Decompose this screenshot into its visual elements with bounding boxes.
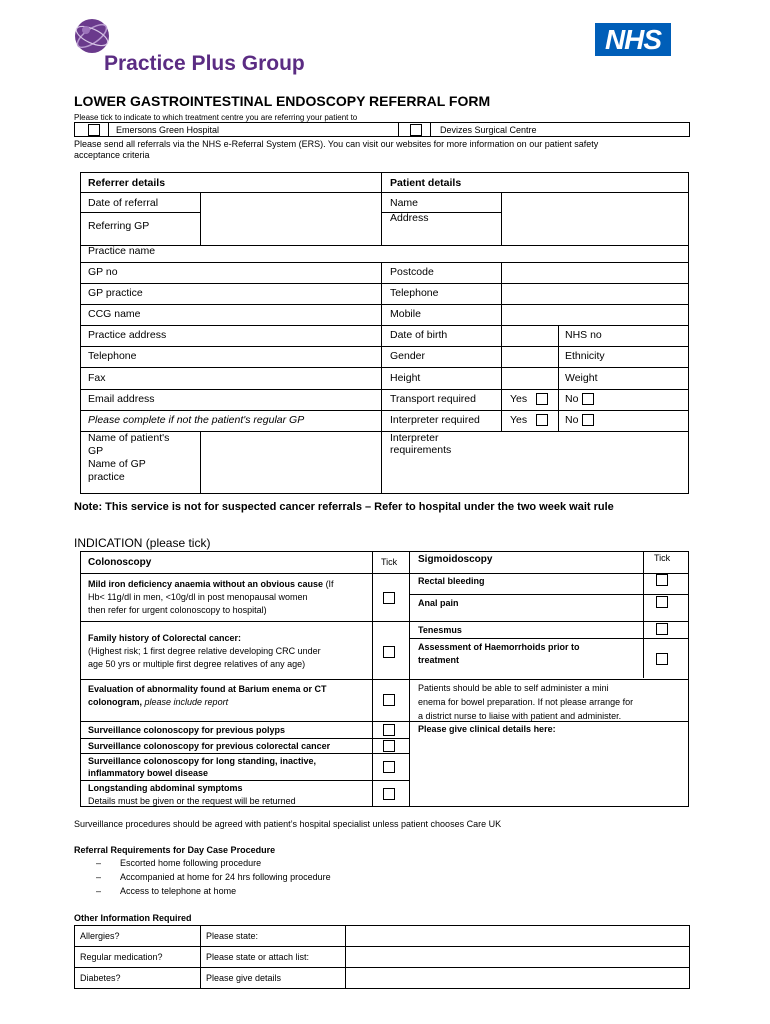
medication-prompt: Please state or attach list:	[206, 952, 310, 962]
patients-gp-label-1: Name of patient's	[88, 432, 170, 444]
surv-ibd-line-1: Surveillance colonoscopy for long standing, inactive,	[88, 756, 317, 766]
weight-label: Weight	[565, 372, 598, 384]
height-label: Height	[390, 372, 421, 384]
fax-label: Fax	[88, 372, 106, 384]
centre-1-label: Emersons Green Hospital	[116, 125, 220, 135]
enema-line-1: Patients should be able to self administer a mini	[418, 683, 609, 693]
haem-line-2: treatment	[418, 655, 460, 665]
day-case-item-1: Escorted home following procedure	[120, 858, 262, 868]
gp-practice-name-label-2: practice	[88, 471, 125, 483]
anal-label: Anal pain	[418, 598, 459, 608]
day-case-item-3: Access to telephone at home	[120, 886, 237, 896]
patients-gp-label-2: GP	[88, 445, 104, 457]
org-name: Practice Plus Group	[104, 52, 305, 75]
ethnicity-label: Ethnicity	[565, 350, 605, 362]
iron-line-1: Mild iron deficiency anaemia without an obvious cause (If	[88, 579, 334, 589]
iron-checkbox[interactable]	[383, 592, 395, 604]
family-checkbox[interactable]	[383, 646, 395, 658]
gp-practice-name-label-1: Name of GP	[88, 458, 146, 470]
referring-gp-label: Referring GP	[88, 220, 150, 232]
gp-practice-label: GP practice	[88, 287, 143, 299]
colonoscopy-tick-heading: Tick	[381, 557, 398, 567]
referrer-heading: Referrer details	[88, 177, 166, 189]
day-case-heading: Referral Requirements for Day Case Procedure	[74, 845, 276, 855]
family-line-3: age 50 yrs or multiple first degree relatives of any age)	[88, 659, 306, 669]
eval-checkbox[interactable]	[383, 694, 395, 706]
interpreter-yes-label: Yes	[510, 414, 528, 426]
gp-no-label: GP no	[88, 266, 118, 278]
details-required-label: Details must be given or the request will be returned	[88, 796, 296, 806]
day-case-item-2: Accompanied at home for 24 hrs following procedure	[120, 872, 331, 882]
interpreter-req-label-2: requirements	[390, 444, 452, 456]
patient-address-label: Address	[390, 212, 429, 224]
enema-line-2: enema for bowel preparation. If not please arrange for	[418, 697, 634, 707]
family-line-2: (Highest risk; 1 first degree relative developing CRC under	[88, 646, 321, 656]
tenesmus-label: Tenesmus	[418, 625, 462, 635]
day-case-dash-3: –	[96, 886, 102, 896]
postcode-label: Postcode	[390, 266, 434, 278]
family-line-1: Family history of Colorectal cancer:	[88, 633, 242, 643]
practice-name-label: Practice name	[88, 245, 156, 257]
surv-polyps-label: Surveillance colonoscopy for previous polyps	[88, 725, 286, 735]
cancer-note: Note: This service is not for suspected cancer referrals – Refer to hospital under the two week wait rule	[74, 501, 614, 513]
surveillance-note: Surveillance procedures should be agreed with patient’s hospital specialist unless patient chooses Care UK	[74, 819, 502, 829]
interpreter-yes-checkbox[interactable]	[536, 414, 548, 426]
patient-telephone-label: Telephone	[390, 287, 439, 299]
tick-instruction: Please tick to indicate to which treatment centre you are referring your patient to	[74, 113, 358, 122]
ccg-name-label: CCG name	[88, 308, 141, 320]
rectal-label: Rectal bleeding	[418, 576, 485, 586]
surv-polyps-checkbox[interactable]	[383, 724, 395, 736]
interpreter-req-label-1: Interpreter	[390, 432, 439, 444]
transport-yes-checkbox[interactable]	[536, 393, 548, 405]
centre-2-label: Devizes Surgical Centre	[440, 125, 537, 135]
interpreter-no-checkbox[interactable]	[582, 414, 594, 426]
patient-name-label: Name	[390, 197, 419, 209]
allergies-prompt: Please state:	[206, 931, 259, 941]
sigmoidoscopy-heading: Sigmoidoscopy	[418, 554, 493, 565]
gender-label: Gender	[390, 350, 426, 362]
surv-ibd-line-2: inflammatory bowel disease	[88, 768, 209, 778]
other-info-heading: Other Information Required	[74, 913, 192, 923]
anal-checkbox[interactable]	[656, 596, 668, 608]
eval-line-2: colonogram, please include report	[88, 697, 229, 707]
centre-1-checkbox[interactable]	[88, 124, 100, 136]
referrer-telephone-label: Telephone	[88, 350, 137, 362]
day-case-dash-1: –	[96, 858, 102, 868]
day-case-dash-2: –	[96, 872, 102, 882]
ers-note-2: acceptance criteria	[74, 150, 150, 160]
diabetes-prompt: Please give details	[206, 973, 282, 983]
transport-label: Transport required	[390, 393, 476, 405]
clinical-details-label: Please give clinical details here:	[418, 724, 556, 734]
longstanding-label: Longstanding abdominal symptoms	[88, 783, 243, 793]
colonoscopy-heading: Colonoscopy	[88, 557, 152, 568]
nhs-logo: NHS	[595, 23, 671, 56]
rectal-checkbox[interactable]	[656, 574, 668, 586]
indication-heading: INDICATION (please tick)	[74, 536, 211, 550]
interpreter-no-label: No	[565, 414, 579, 426]
longstanding-checkbox[interactable]	[383, 788, 395, 800]
sigmoidoscopy-tick-heading: Tick	[654, 553, 671, 563]
allergies-label: Allergies?	[80, 931, 120, 941]
email-label: Email address	[88, 393, 155, 405]
mobile-label: Mobile	[390, 308, 421, 320]
surv-ibd-checkbox[interactable]	[383, 761, 395, 773]
medication-label: Regular medication?	[80, 952, 163, 962]
tenesmus-checkbox[interactable]	[656, 623, 668, 635]
interpreter-label: Interpreter required	[390, 414, 480, 426]
patient-heading: Patient details	[390, 177, 462, 189]
transport-yes-label: Yes	[510, 393, 528, 405]
ers-note-1: Please send all referrals via the NHS e-Referral System (ERS). You can visit our websites for more information on our patient safety	[74, 139, 599, 149]
surv-crc-checkbox[interactable]	[383, 740, 395, 752]
form-title: LOWER GASTROINTESTINAL ENDOSCOPY REFERRAL FORM	[74, 93, 491, 109]
enema-line-3: a district nurse to liaise with patient and administer.	[418, 711, 622, 721]
haem-checkbox[interactable]	[656, 653, 668, 665]
practice-address-label: Practice address	[88, 329, 167, 341]
other-info-table	[74, 925, 690, 989]
haem-line-1: Assessment of Haemorrhoids prior to	[418, 642, 580, 652]
surv-crc-label: Surveillance colonoscopy for previous colorectal cancer	[88, 741, 331, 751]
iron-line-3: then refer for urgent colonoscopy to hospital)	[88, 605, 267, 615]
centre-2-checkbox[interactable]	[410, 124, 422, 136]
nhs-no-label: NHS no	[565, 329, 602, 341]
date-of-referral-label: Date of referral	[88, 197, 159, 209]
iron-line-2: Hb< 11g/dl in men, <10g/dl in post menopausal women	[88, 592, 308, 602]
diabetes-label: Diabetes?	[80, 973, 121, 983]
transport-no-label: No	[565, 393, 579, 405]
eval-line-1: Evaluation of abnormality found at Barium enema or CT	[88, 684, 327, 694]
not-regular-gp-label: Please complete if not the patient's regular GP	[88, 414, 305, 426]
transport-no-checkbox[interactable]	[582, 393, 594, 405]
dob-label: Date of birth	[390, 329, 448, 341]
